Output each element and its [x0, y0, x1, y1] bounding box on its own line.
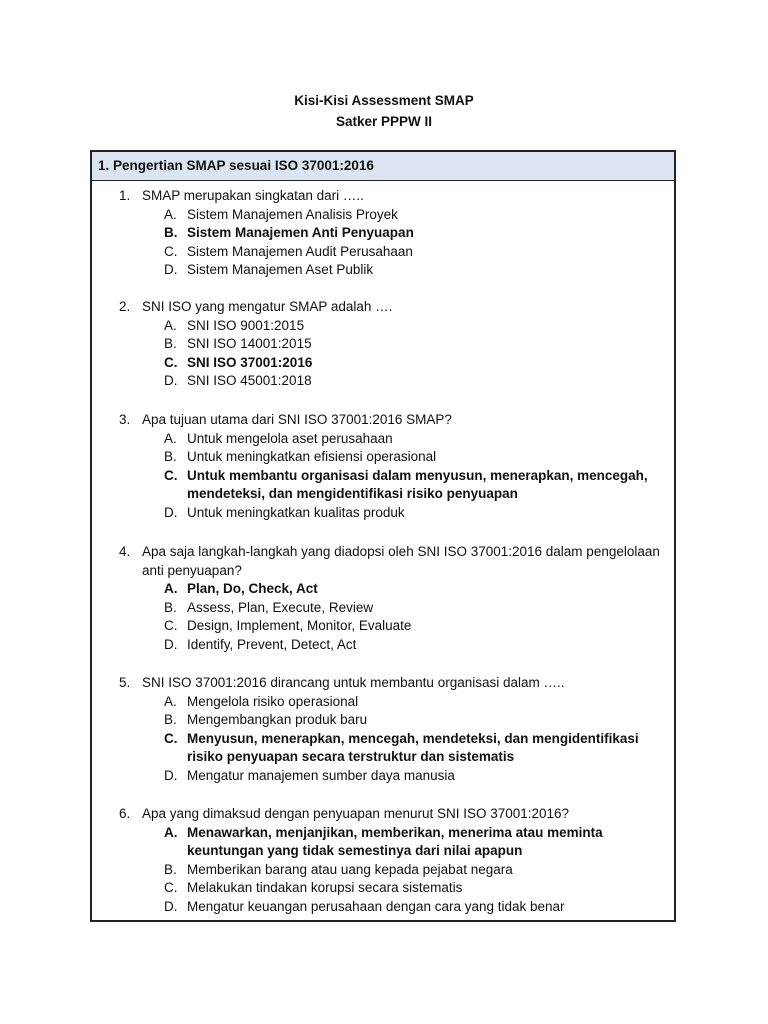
option-letter: A.: [164, 824, 178, 840]
option-text: SNI ISO 9001:2015: [187, 317, 305, 333]
option-letter: A.: [164, 581, 178, 597]
answer-option: [92, 879, 678, 898]
answer-option: [92, 335, 678, 354]
option-letter: B.: [164, 225, 178, 241]
question-text: SMAP merupakan singkatan dari …..: [142, 188, 364, 203]
answer-option: [92, 430, 678, 449]
option-text: Plan, Do, Check, Act: [187, 581, 318, 597]
option-text: SNI ISO 37001:2016: [187, 354, 313, 370]
question-text: Apa saja langkah-langkah yang diadopsi oleh SNI ISO 37001:2016 dalam pengelolaan anti penyuapan?: [142, 544, 660, 578]
option-letter: C.: [164, 618, 178, 634]
answer-option: [92, 898, 678, 917]
question-2: [92, 298, 678, 391]
option-letter: C.: [164, 243, 178, 259]
option-text: Menawarkan, menjanjikan, memberikan, menerima atau meminta keuntungan yang tidak semestinya dari nilai apapun: [187, 824, 603, 859]
option-text: Untuk meningkatkan efisiensi operasional: [187, 449, 437, 465]
option-text: Mengelola risiko operasional: [187, 693, 359, 709]
option-letter: A.: [164, 317, 177, 333]
answer-option: [92, 261, 678, 280]
answer-option: [92, 617, 678, 636]
question-text: Apa tujuan utama dari SNI ISO 37001:2016 SMAP?: [142, 412, 452, 427]
correct-answer-option: [92, 467, 678, 504]
option-text: Untuk meningkatkan kualitas produk: [187, 504, 405, 520]
question-text: Apa yang dimaksud dengan penyuapan menurut SNI ISO 37001:2016?: [142, 806, 570, 821]
question-1: [92, 187, 678, 280]
option-letter: C.: [164, 730, 178, 746]
answer-option: [92, 504, 678, 523]
question-stem: [92, 805, 678, 824]
option-text: Assess, Plan, Execute, Review: [187, 599, 374, 615]
answer-option: [92, 448, 678, 467]
question-5: [92, 674, 678, 786]
option-letter: D.: [164, 898, 178, 914]
option-letter: D.: [164, 504, 178, 520]
question-6: [92, 805, 678, 917]
option-text: SNI ISO 45001:2018: [187, 373, 312, 389]
question-text: SNI ISO 37001:2016 dirancang untuk membantu organisasi dalam …..: [142, 675, 565, 690]
option-letter: B.: [164, 336, 177, 352]
option-letter: C.: [164, 880, 178, 896]
option-letter: B.: [164, 712, 177, 728]
option-letter: C.: [164, 467, 178, 483]
question-number: 2.: [119, 299, 131, 314]
question-table: [90, 150, 676, 922]
option-text: Melakukan tindakan korupsi secara sistematis: [187, 880, 463, 896]
option-text: Untuk membantu organisasi dalam menyusun, menerapkan, mencegah, mendeteksi, dan mengidentifikasi risiko penyuapan: [187, 467, 648, 502]
option-text: Design, Implement, Monitor, Evaluate: [187, 618, 412, 634]
option-letter: D.: [164, 767, 178, 783]
question-number: 3.: [119, 412, 131, 427]
option-letter: B.: [164, 449, 177, 465]
option-text: Mengembangkan produk baru: [187, 712, 368, 728]
option-letter: C.: [164, 354, 178, 370]
answer-option: [92, 206, 678, 225]
question-number: 5.: [119, 675, 131, 690]
option-text: Memberikan barang atau uang kepada pejabat negara: [187, 861, 513, 877]
correct-answer-option: [92, 580, 678, 599]
correct-answer-option: [92, 730, 678, 767]
option-letter: B.: [164, 599, 177, 615]
option-letter: A.: [164, 693, 177, 709]
answer-option: [92, 711, 678, 730]
option-text: Mengatur keuangan perusahaan dengan cara yang tidak benar: [187, 898, 565, 914]
answer-option: [92, 599, 678, 618]
option-text: Menyusun, menerapkan, mencegah, mendeteksi, dan mengidentifikasi risiko penyuapan secara terstruktur dan sistematis: [187, 730, 639, 765]
option-letter: B.: [164, 861, 177, 877]
option-text: Sistem Manajemen Aset Publik: [187, 262, 374, 278]
question-number: 6.: [119, 806, 131, 821]
option-text: Sistem Manajemen Audit Perusahaan: [187, 243, 413, 259]
option-text: Mengatur manajemen sumber daya manusia: [187, 767, 455, 783]
option-text: SNI ISO 14001:2015: [187, 336, 312, 352]
question-number: 1.: [119, 188, 131, 203]
section-header: 1. Pengertian SMAP sesuai ISO 37001:2016: [92, 152, 674, 181]
option-letter: D.: [164, 373, 178, 389]
question-4: [92, 543, 678, 655]
option-letter: A.: [164, 206, 177, 222]
option-letter: D.: [164, 636, 178, 652]
answer-option: [92, 317, 678, 336]
document-subtitle: Satker PPPW II: [335, 114, 433, 129]
correct-answer-option: [92, 824, 678, 861]
answer-option: [92, 693, 678, 712]
option-text: Sistem Manajemen Analisis Proyek: [187, 206, 398, 222]
question-text: SNI ISO yang mengatur SMAP adalah ….: [142, 299, 393, 314]
answer-option: [92, 767, 678, 786]
question-3: [92, 411, 678, 523]
answer-option: [92, 372, 678, 391]
document-title: Kisi-Kisi Assessment SMAP: [294, 93, 474, 108]
option-text: Identify, Prevent, Detect, Act: [187, 636, 357, 652]
option-text: Untuk mengelola aset perusahaan: [187, 430, 393, 446]
question-number: 4.: [119, 544, 131, 559]
answer-option: [92, 243, 678, 262]
option-letter: A.: [164, 430, 177, 446]
answer-option: [92, 861, 678, 880]
correct-answer-option: [92, 224, 678, 243]
question-stem: [92, 187, 678, 206]
correct-answer-option: [92, 354, 678, 373]
answer-option: [92, 636, 678, 655]
question-stem: [92, 674, 678, 693]
question-stem: [92, 543, 678, 580]
question-stem: [92, 298, 678, 317]
option-text: Sistem Manajemen Anti Penyuapan: [187, 225, 414, 241]
question-stem: [92, 411, 678, 430]
option-letter: D.: [164, 262, 178, 278]
